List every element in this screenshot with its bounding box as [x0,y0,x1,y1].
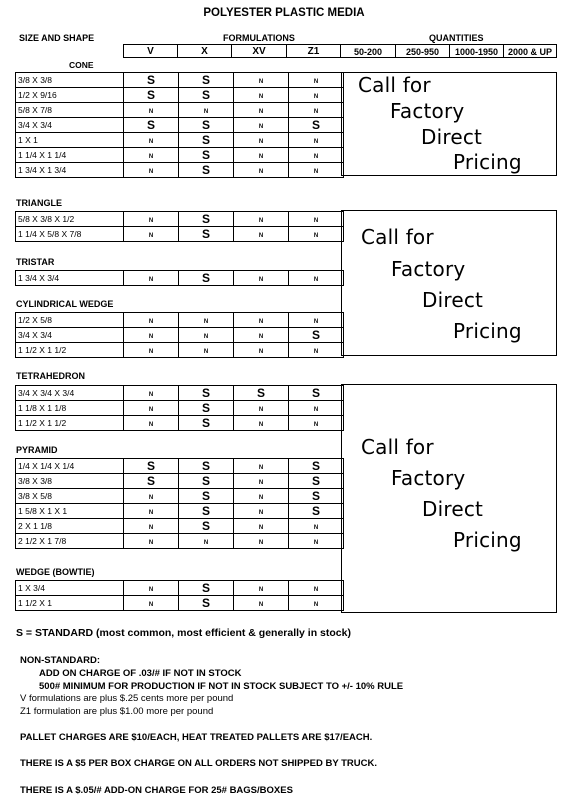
formulation-cell-xv [234,343,289,358]
availability-mark: N [148,510,154,516]
formulation-cell-v [124,148,179,163]
size-cell: 5/8 X 7/8 [16,103,124,118]
availability-mark: N [258,139,264,145]
formulation-cell-x [179,212,234,227]
availability-mark: N [313,422,319,428]
availability-mark: S [311,328,320,342]
page-title: POLYESTER PLASTIC MEDIA [203,7,365,19]
formulation-cell-z1 [289,88,344,103]
call-box-2 [341,210,557,356]
formulation-cell-z1 [289,148,344,163]
box-charge-note: THERE IS A $5 PER BOX CHARGE ON ALL ORDERS NOT SHIPPED BY TRUCK. [20,758,378,769]
formulation-cell-xv [234,328,289,343]
availability-mark: S [201,148,210,162]
formulation-cell-z1 [289,313,344,328]
availability-mark: N [258,407,264,413]
availability-mark: N [258,334,264,340]
formulation-cell-xv [234,489,289,504]
availability-mark: N [313,154,319,160]
formulation-cell-xv [234,227,289,242]
formulation-cell-x [179,328,234,343]
table-row [16,343,344,358]
formulation-cell-xv [234,88,289,103]
size-cell: 3/4 X 3/4 [16,118,124,133]
table-row [16,163,344,178]
availability-mark: N [148,169,154,175]
availability-mark: S [201,416,210,430]
call-text-1: Call for [361,435,434,459]
availability-mark: S [201,133,210,147]
standard-note: S = STANDARD (most common, most efficient & generally in stock) [16,627,351,639]
availability-mark: N [258,218,264,224]
size-cell: 1 3/4 X 1 3/4 [16,163,124,178]
formulation-cell-z1 [289,133,344,148]
call-text-3: Direct [422,497,484,521]
call-text-3: Direct [421,125,483,149]
availability-mark: N [203,540,209,546]
formulation-cell-xv [234,596,289,611]
formulations-header: FORMULATIONS [223,33,295,43]
availability-mark: N [258,124,264,130]
table-row [16,313,344,328]
size-cell: 1 5/8 X 1 X 1 [16,504,124,519]
availability-mark: N [313,233,319,239]
availability-mark: N [148,540,154,546]
availability-mark: N [258,349,264,355]
availability-mark: N [148,407,154,413]
call-text-1: Call for [358,73,431,97]
formulation-cell-v [124,73,179,88]
formulation-cell-z1 [289,581,344,596]
availability-mark: N [258,79,264,85]
media-table [15,312,344,358]
availability-mark: N [203,109,209,115]
availability-mark: N [148,349,154,355]
availability-mark: S [311,489,320,503]
availability-mark: N [203,334,209,340]
availability-mark: S [201,163,210,177]
pallet-note: PALLET CHARGES ARE $10/EACH, HEAT TREATED PALLETS ARE $17/EACH. [20,732,373,743]
table-row [16,212,344,227]
formulation-cell-x [179,133,234,148]
formulation-cell-x [179,103,234,118]
formulation-cell-x [179,271,234,286]
availability-mark: S [201,489,210,503]
formulation-cell-x [179,459,234,474]
table-row [16,534,344,549]
availability-mark: N [258,94,264,100]
size-cell: 5/8 X 3/8 X 1/2 [16,212,124,227]
formulation-cell-v [124,459,179,474]
formulation-cell-z1 [289,163,344,178]
availability-mark: N [313,139,319,145]
formulation-cell-v [124,133,179,148]
media-table [15,580,344,611]
table-row [16,519,344,534]
formulation-cell-x [179,313,234,328]
formulation-cell-z1 [289,73,344,88]
availability-mark: S [201,504,210,518]
availability-mark: N [313,525,319,531]
availability-mark: S [311,118,320,132]
table-row [16,103,344,118]
formulation-cell-x [179,73,234,88]
formulation-cell-v [124,227,179,242]
availability-mark: N [313,319,319,325]
availability-mark: N [258,319,264,325]
formulation-cell-v [124,103,179,118]
z1-formulation-note: Z1 formulation are plus $1.00 more per pound [20,706,214,717]
table-row [16,489,344,504]
table-row [16,596,344,611]
formulation-cell-v [124,581,179,596]
table-row [16,133,344,148]
formulation-cell-v [124,596,179,611]
formulation-cell-xv [234,581,289,596]
table-row [16,386,344,401]
availability-mark: S [311,474,320,488]
availability-mark: N [203,319,209,325]
availability-mark: N [148,218,154,224]
section-label: TETRAHEDRON [16,371,85,381]
table-row [16,148,344,163]
formulation-cell-x [179,581,234,596]
availability-mark: S [311,459,320,473]
formulation-cell-z1 [289,459,344,474]
availability-mark: N [148,525,154,531]
table-row [16,73,344,88]
formulation-cell-z1 [289,271,344,286]
availability-mark: N [258,465,264,471]
size-cell: 1 1/2 X 1 1/2 [16,416,124,431]
formulation-cell-v [124,343,179,358]
table-row [16,271,344,286]
availability-mark: N [258,422,264,428]
col-qty-3: 1000-1950 [449,44,503,58]
formulation-cell-z1 [289,416,344,431]
formulation-cell-xv [234,474,289,489]
availability-mark: S [201,118,210,132]
size-cell: 3/8 X 3/8 [16,474,124,489]
table-row [16,416,344,431]
availability-mark: N [258,510,264,516]
size-cell: 3/8 X 5/8 [16,489,124,504]
availability-mark: S [201,519,210,533]
call-text-4: Pricing [453,319,522,343]
availability-mark: N [258,169,264,175]
table-row [16,88,344,103]
size-cell: 1 X 3/4 [16,581,124,596]
availability-mark: N [258,277,264,283]
size-cell: 2 1/2 X 1 7/8 [16,534,124,549]
size-cell: 1/2 X 9/16 [16,88,124,103]
formulation-cell-z1 [289,474,344,489]
call-text-2: Factory [390,99,465,123]
formulation-cell-z1 [289,212,344,227]
availability-mark: N [313,349,319,355]
call-text-4: Pricing [453,528,522,552]
availability-mark: N [258,480,264,486]
availability-mark: N [258,602,264,608]
formulation-cell-x [179,504,234,519]
quantities-header: QUANTITIES [429,33,484,43]
formulation-cell-x [179,416,234,431]
media-table [15,270,344,286]
availability-mark: N [313,94,319,100]
section-label: PYRAMID [16,445,58,455]
formulation-cell-x [179,474,234,489]
col-qty-4: 2000 & UP [503,44,557,58]
formulation-cell-v [124,163,179,178]
formulation-cell-xv [234,212,289,227]
formulation-cell-xv [234,271,289,286]
size-shape-header: SIZE AND SHAPE [19,33,95,43]
col-qty-2: 250-950 [395,44,449,58]
availability-mark: N [148,495,154,501]
availability-mark: S [201,386,210,400]
formulation-cell-x [179,534,234,549]
media-table [15,458,344,549]
formulation-cell-v [124,489,179,504]
formulation-cell-z1 [289,401,344,416]
availability-mark: S [201,271,210,285]
availability-mark: S [146,474,155,488]
availability-mark: S [201,401,210,415]
availability-mark: N [148,154,154,160]
formulation-cell-v [124,328,179,343]
size-cell: 1/2 X 5/8 [16,313,124,328]
formulation-cell-x [179,227,234,242]
formulation-cell-z1 [289,489,344,504]
availability-mark: N [313,169,319,175]
formulation-cell-z1 [289,596,344,611]
section-label: TRIANGLE [16,198,62,208]
call-text-2: Factory [391,257,466,281]
availability-mark: S [201,212,210,226]
media-table [15,211,344,242]
availability-mark: N [313,407,319,413]
formulation-cell-xv [234,103,289,118]
nonstandard-title: NON-STANDARD: [20,655,101,666]
formulation-cell-xv [234,504,289,519]
section-cone-label: CONE [69,60,94,70]
availability-mark: S [146,118,155,132]
size-cell: 2 X 1 1/8 [16,519,124,534]
table-row [16,227,344,242]
availability-mark: N [148,319,154,325]
section-label: TRISTAR [16,257,55,267]
availability-mark: N [258,233,264,239]
formulation-cell-z1 [289,534,344,549]
formulation-cell-v [124,118,179,133]
formulation-cell-z1 [289,227,344,242]
formulation-cell-v [124,386,179,401]
formulation-cell-v [124,212,179,227]
formulation-cell-z1 [289,328,344,343]
call-box-3 [341,384,557,613]
formulation-cell-xv [234,459,289,474]
formulation-cell-x [179,401,234,416]
table-row [16,328,344,343]
section-label: CYLINDRICAL WEDGE [16,299,114,309]
size-cell: 1 1/2 X 1 1/2 [16,343,124,358]
availability-mark: S [201,474,210,488]
availability-mark: N [203,349,209,355]
table-row [16,459,344,474]
minimum-note: 500# MINIMUM FOR PRODUCTION IF NOT IN STOCK SUBJECT TO +/- 10% RULE [39,681,404,692]
size-cell: 1 1/2 X 1 [16,596,124,611]
formulation-cell-xv [234,313,289,328]
formulation-cell-v [124,271,179,286]
size-cell: 3/4 X 3/4 [16,328,124,343]
availability-mark: N [258,495,264,501]
formulation-cell-xv [234,73,289,88]
size-cell: 3/4 X 3/4 X 3/4 [16,386,124,401]
bag-charge-note: THERE IS A $.05/# ADD-ON CHARGE FOR 25# BAGS/BOXES [20,785,293,796]
formulation-cell-v [124,313,179,328]
formulation-cell-z1 [289,504,344,519]
availability-mark: N [148,422,154,428]
formulation-cell-v [124,416,179,431]
availability-mark: N [313,277,319,283]
col-z1: Z1 [286,44,340,58]
charge-note: ADD ON CHARGE OF .03/# IF NOT IN STOCK [39,668,242,679]
table-row [16,474,344,489]
formulation-cell-xv [234,386,289,401]
availability-mark: N [258,109,264,115]
size-cell: 1 3/4 X 3/4 [16,271,124,286]
availability-mark: N [313,602,319,608]
availability-mark: S [201,596,210,610]
availability-mark: S [256,386,265,400]
formulation-cell-x [179,386,234,401]
availability-mark: N [148,392,154,398]
size-cell: 1 1/8 X 1 1/8 [16,401,124,416]
availability-mark: N [148,109,154,115]
table-row [16,401,344,416]
formulation-cell-xv [234,133,289,148]
availability-mark: N [258,540,264,546]
availability-mark: N [313,218,319,224]
availability-mark: N [313,79,319,85]
formulation-cell-v [124,401,179,416]
call-box-1 [341,72,557,176]
size-cell: 3/8 X 3/8 [16,73,124,88]
formulation-cell-z1 [289,386,344,401]
v-formulation-note: V formulations are plus $.25 cents more per pound [20,693,234,704]
call-text-1: Call for [361,225,434,249]
availability-mark: S [146,88,155,102]
availability-mark: N [148,233,154,239]
formulation-cell-xv [234,118,289,133]
formulation-cell-v [124,519,179,534]
formulation-cell-z1 [289,519,344,534]
col-x: X [177,44,231,58]
availability-mark: S [201,227,210,241]
availability-mark: S [201,581,210,595]
availability-mark: S [201,459,210,473]
call-text-3: Direct [422,288,484,312]
call-text-2: Factory [391,466,466,490]
availability-mark: N [313,540,319,546]
col-v: V [123,44,177,58]
availability-mark: S [311,386,320,400]
formulation-cell-x [179,118,234,133]
formulation-cell-x [179,163,234,178]
availability-mark: N [148,277,154,283]
size-cell: 1 X 1 [16,133,124,148]
formulation-cell-v [124,504,179,519]
table-row [16,118,344,133]
formulation-cell-xv [234,534,289,549]
availability-mark: N [258,154,264,160]
availability-mark: N [258,587,264,593]
formulation-cell-xv [234,148,289,163]
formulation-cell-v [124,474,179,489]
availability-mark: S [146,73,155,87]
availability-mark: S [311,504,320,518]
availability-mark: N [258,525,264,531]
size-cell: 1/4 X 1/4 X 1/4 [16,459,124,474]
formulation-cell-z1 [289,103,344,118]
formulation-cell-z1 [289,343,344,358]
availability-mark: N [313,109,319,115]
formulation-cell-x [179,88,234,103]
formulation-cell-x [179,343,234,358]
table-row [16,504,344,519]
section-label: WEDGE (BOWTIE) [16,567,95,577]
table-row [16,581,344,596]
formulation-cell-x [179,148,234,163]
availability-mark: N [148,139,154,145]
size-cell: 1 1/4 X 1 1/4 [16,148,124,163]
formulation-cell-x [179,519,234,534]
formulation-cell-v [124,88,179,103]
formulation-cell-x [179,489,234,504]
formulation-cell-xv [234,519,289,534]
availability-mark: N [148,334,154,340]
availability-mark: N [313,587,319,593]
availability-mark: S [201,73,210,87]
availability-mark: S [146,459,155,473]
formulation-cell-v [124,534,179,549]
size-cell: 1 1/4 X 5/8 X 7/8 [16,227,124,242]
media-table [15,385,344,431]
formulation-cell-xv [234,163,289,178]
availability-mark: N [148,602,154,608]
call-text-4: Pricing [453,150,522,174]
formulation-cell-z1 [289,118,344,133]
col-xv: XV [231,44,286,58]
formulation-cell-xv [234,401,289,416]
formulation-cell-xv [234,416,289,431]
availability-mark: S [201,88,210,102]
col-qty-1: 50-200 [340,44,395,58]
formulation-cell-x [179,596,234,611]
availability-mark: N [148,587,154,593]
media-table [15,72,344,178]
